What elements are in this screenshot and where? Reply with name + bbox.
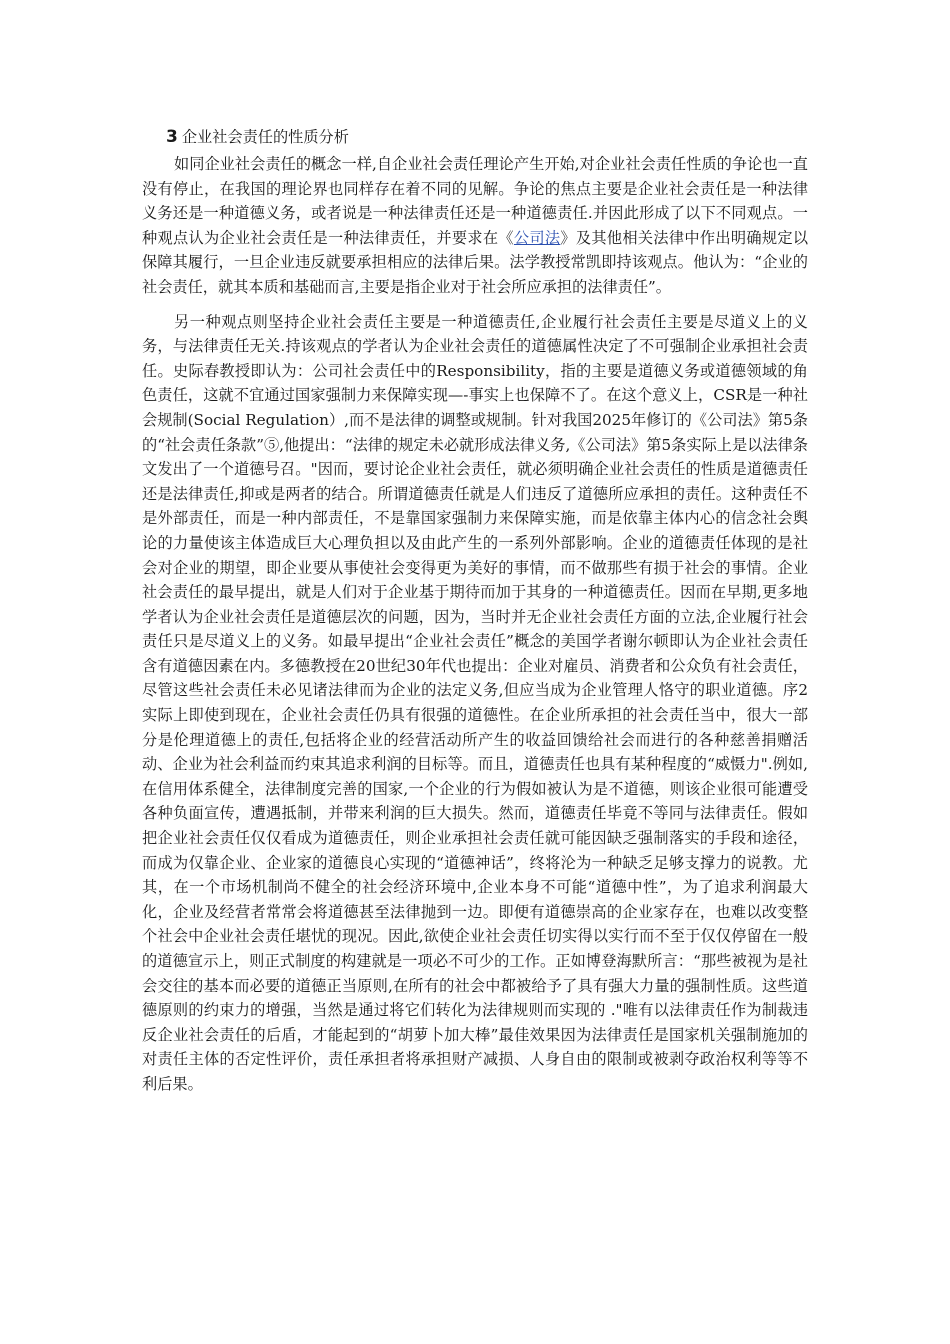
- paragraph-1-text-a: 如同企业社会责任的概念一样,自企业社会责任理论产生开始,对企业社会责任性质的争论也一直没有停止，在我国的理论界也同样存在着不同的见解。争论的焦点主要是企业社会责任是一种法律义务还是一种道德义务，或者说是一种法律责任还是一种道德责任.并因此形成了以下不同观点。一种观点认为企业社会责任是一种法律责任，并要求在《: [142, 155, 808, 247]
- section-title: 企业社会责任的性质分析: [181, 128, 349, 146]
- section-heading: [166, 122, 808, 152]
- company-law-link[interactable]: 公司法: [513, 228, 561, 247]
- document-page: [142, 122, 808, 1097]
- paragraph-1: [142, 152, 808, 300]
- paragraph-1-text-b: 》及其他相关法律中作出明确规定以保障其履行，一旦企业违反就要承担相应的法律后果。法学教授常凯即持该观点。他认为：“企业的社会责任，就其本质和基础而言,主要是指企业对于社会所应承担的法律责任”。: [142, 228, 809, 296]
- paragraph-2: 另一种观点则坚持企业社会责任主要是一种道德责任,企业履行社会责任主要是尽道义上的义务，与法律责任无关.持该观点的学者认为企业社会责任的道德属性决定了不可强制企业承担社会责任。史际春教授即认为：公司社会责任中的Responsibility，指的主要是道德义务或道德领域的角色责任，这就不宜通过国家强制力来保障实现—-事实上也保障不了。在这个意义上，CSR是一种社会规制(Social Regulation）,而不是法律的调整或规制。针对我国2025年修订的《公司法》第5条的“社会责任条款”⑤,他提出：“法律的规定未必就形成法律义务,《公司法》第5条实际上是以法律条文发出了一个道德号召。"因而，要讨论企业社会责任，就必须明确企业社会责任的性质是道德责任还是法律责任,抑或是两者的结合。所谓道德责任就是人们违反了道德所应承担的责任。这种责任不是外部责任，而是一种内部责任，不是靠国家强制力来保障实施，而是依靠主体内心的信念社会舆论的力量使该主体造成巨大心理负担以及由此产生的一系列外部影响。企业的道德责任体现的是社会对企业的期望，即企业要从事使社会变得更为美好的事情，而不做那些有损于社会的事情。企业社会责任的最早提出，就是人们对于企业基于期待而加于其身的一种道德责任。因而在早期,更多地学者认为企业社会责任是道德层次的问题，因为，当时并无企业社会责任方面的立法,企业履行社会责任只是尽道义上的义务。如最早提出“企业社会责任”概念的美国学者谢尔顿即认为企业社会责任含有道德因素在内。多德教授在20世纪30年代也提出：企业对雇员、消费者和公众负有社会责任，尽管这些社会责任未必见诸法律而为企业的法定义务,但应当成为企业管理人恪守的职业道德。序2实际上即使到现在，企业社会责任仍具有很强的道德性。在企业所承担的社会责任当中，很大一部分是伦理道德上的责任,包括将企业的经营活动所产生的收益回馈给社会而进行的各种慈善捐赠活动、企业为社会利益而约束其追求利润的目标等。而且，道德责任也具有某种程度的“威慑力".例如,在信用体系健全，法律制度完善的国家,一个企业的行为假如被认为是不道德，则该企业很可能遭受各种负面宣传，遭遇抵制，并带来利润的巨大损失。然而，道德责任毕竟不等同与法律责任。假如把企业社会责任仅仅看成为道德责任，则企业承担社会责任就可能因缺乏强制落实的手段和途径，而成为仅靠企业、企业家的道德良心实现的“道德神话”，终将沦为一种缺乏足够支撑力的说教。尤其，在一个市场机制尚不健全的社会经济环境中,企业本身不可能“道德中性”，为了追求利润最大化，企业及经营者常常会将道德甚至法律抛到一边。即便有道德崇高的企业家存在，也难以改变整个社会中企业社会责任堪忧的现况。因此,欲使企业社会责任切实得以实行而不至于仅仅停留在一般的道德宣示上，则正式制度的构建就是一项必不可少的工作。正如博登海默所言：“那些被视为是社会交往的基本而必要的道德正当原则,在所有的社会中都被给予了具有强大力量的强制性质。这些道德原则的约束力的增强，当然是通过将它们转化为法律规则而实现的 ."唯有以法律责任作为制裁违反企业社会责任的后盾，才能起到的“胡萝卜加大棒”最佳效果因为法律责任是国家机关强制施加的对责任主体的否定性评价，责任承担者将承担财产减损、人身自由的限制或被剥夺政治权利等等不利后果。: [142, 312, 808, 1093]
- section-number: 3: [166, 127, 178, 147]
